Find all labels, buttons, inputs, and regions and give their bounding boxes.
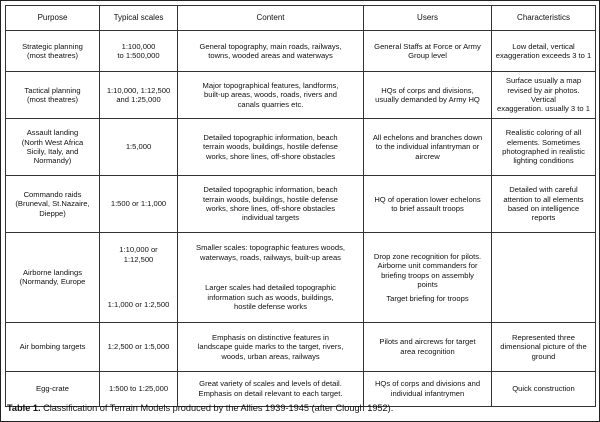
table-caption: [7, 403, 393, 413]
content-large-scales: Larger scales had detailed topographic information such as woods, buildings, hostile defense works: [205, 283, 336, 311]
cell-purpose: Egg-crate: [6, 371, 100, 406]
cell-characteristics: Surface usually a map revised by air photos. Vertical exaggeration. usually 3 to 1: [492, 72, 596, 119]
cell-scales: 1:10,000, 1:12,500 and 1:25,000: [100, 72, 178, 119]
cell-characteristics: Quick construction: [492, 371, 596, 406]
table-row: [6, 176, 596, 233]
users-drop-zone: Drop zone recognition for pilots. Airborne unit commanders for briefing troops on assembly points: [373, 251, 482, 290]
cell-scales: 1:5,000: [100, 119, 178, 176]
cell-users: [364, 233, 492, 323]
scale-large: 1:1,000 or 1:2,500: [107, 300, 170, 309]
cell-purpose: Strategic planning (most theatres): [6, 31, 100, 72]
table-row: [6, 31, 596, 72]
table-row: [6, 322, 596, 371]
cell-scales: 1:100,000 to 1:500,000: [100, 31, 178, 72]
header-typical-scales: Typical scales: [100, 6, 178, 31]
cell-users: General Staffs at Force or Army Group level: [364, 31, 492, 72]
cell-scales: 1:500 or 1:1,000: [100, 176, 178, 233]
cell-users: Pilots and aircrews for target area recognition: [364, 322, 492, 371]
table-row: [6, 233, 596, 323]
cell-characteristics: Realistic coloring of all elements. Sometimes photographed in realistic lighting conditions: [492, 119, 596, 176]
users-split: [367, 252, 488, 303]
cell-characteristics: Represented three dimensional picture of the ground: [492, 322, 596, 371]
cell-characteristics: Low detail, vertical exaggeration exceeds 3 to 1: [492, 31, 596, 72]
content-split: [181, 243, 360, 311]
cell-content: Emphasis on distinctive features in landscape guide marks to the target, rivers, woods, urban areas, railways: [178, 322, 364, 371]
cell-scales: 1:2,500 or 1:5,000: [100, 322, 178, 371]
content-small-scales: Smaller scales: topographic features woods, waterways, roads, railways, built-up areas: [196, 243, 345, 262]
cell-purpose: Airborne landings (Normandy, Europe: [6, 233, 100, 323]
header-users: Users: [364, 6, 492, 31]
table-header-row: [6, 6, 596, 31]
cell-content: Major topographical features, landforms, built-up areas, woods, roads, rivers and canals quarries etc.: [178, 72, 364, 119]
caption-label: Table 1.: [7, 403, 41, 413]
cell-characteristics: [492, 233, 596, 323]
cell-content: Detailed topographic information, beach terrain woods, buildings, hostile defense works, shore lines, off-shore obstacles: [178, 119, 364, 176]
users-target-briefing: Target briefing for troops: [386, 293, 469, 303]
scale-split: [103, 245, 174, 309]
header-characteristics: Characteristics: [492, 6, 596, 31]
cell-content: Great variety of scales and levels of detail. Emphasis on detail relevant to each target.: [178, 371, 364, 406]
caption-text: Classification of Terrain Models produced by the Allies 1939-1945 (after Clough 1952).: [40, 403, 394, 413]
cell-purpose: Tactical planning (most theatres): [6, 72, 100, 119]
cell-users: HQs of corps and divisions and individual infantrymen: [364, 371, 492, 406]
cell-users: All echelons and branches down to the individual infantryman or aircrew: [364, 119, 492, 176]
cell-scales: [100, 233, 178, 323]
scale-small: 1:10,000 or 1:12,500: [119, 245, 158, 264]
table-row: [6, 119, 596, 176]
cell-users: HQs of corps and divisions, usually demanded by Army HQ: [364, 72, 492, 119]
table-row: [6, 371, 596, 406]
cell-characteristics: Detailed with careful attention to all elements based on intelligence reports: [492, 176, 596, 233]
cell-purpose: Commando raids (Bruneval, St.Nazaire, Dieppe): [6, 176, 100, 233]
cell-content: General topography, main roads, railways, towns, wooded areas and waterways: [178, 31, 364, 72]
cell-users: HQ of operation lower echelons to brief assault troops: [364, 176, 492, 233]
table-row: [6, 72, 596, 119]
cell-content: [178, 233, 364, 323]
cell-content: Detailed topographic information, beach terrain woods, buildings, hostile defense works, shore lines, off-shore obstacles individual targets: [178, 176, 364, 233]
cell-purpose: Air bombing targets: [6, 322, 100, 371]
cell-purpose: Assault landing (North West Africa Sicily, Italy, and Normandy): [6, 119, 100, 176]
cell-scales: 1:500 to 1:25,000: [100, 371, 178, 406]
terrain-models-table: [5, 5, 596, 407]
header-purpose: Purpose: [6, 6, 100, 31]
header-content: Content: [178, 6, 364, 31]
